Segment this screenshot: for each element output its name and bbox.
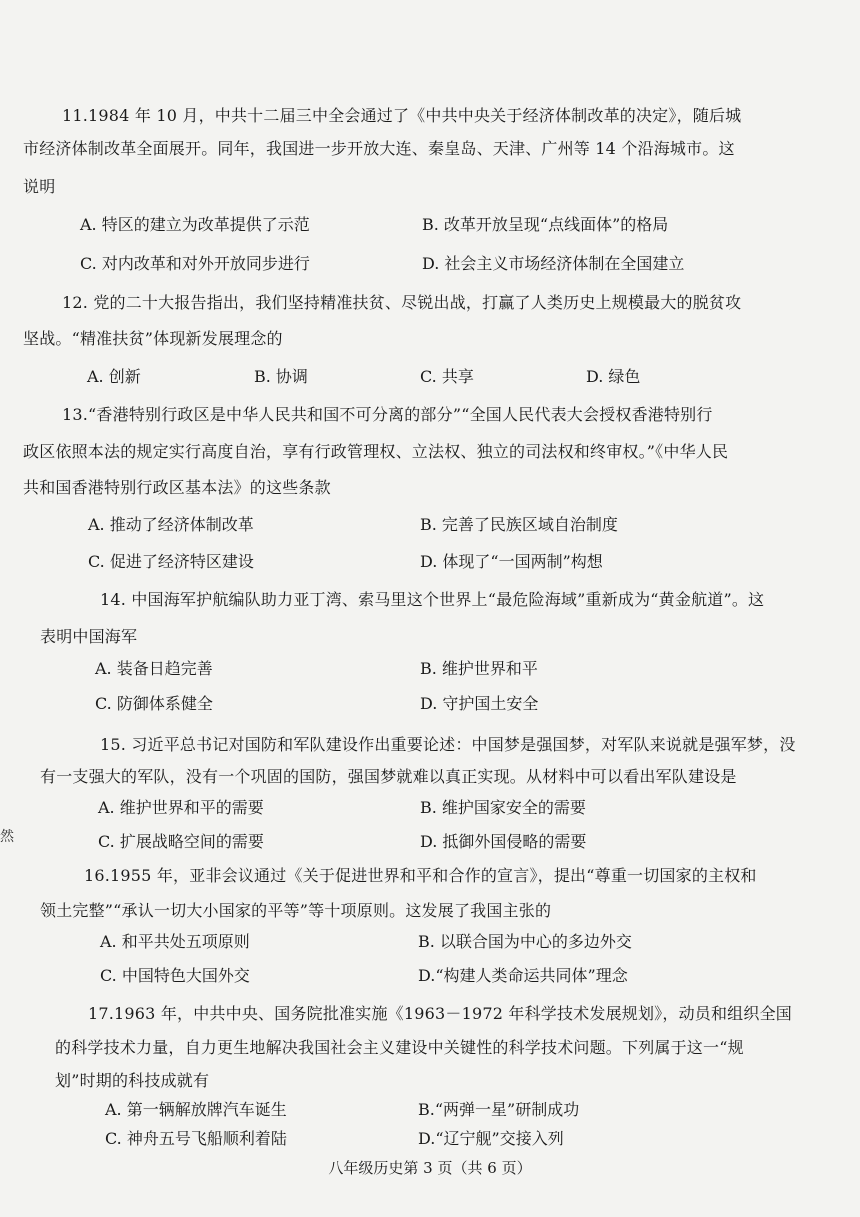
q16-option-c: C. 中国特色大国外交 — [100, 966, 250, 985]
q12-option-c: C. 共享 — [420, 367, 474, 386]
q11-line-1: 11.1984 年 10 月，中共十二届三中全会通过了《中共中央关于经济体制改革的决定》，随后城 — [62, 106, 742, 125]
margin-mark: 然 — [0, 829, 14, 845]
q17-option-b: B.“两弹一星”研制成功 — [418, 1100, 580, 1119]
q13-line-3: 共和国香港特别行政区基本法》的这些条款 — [23, 478, 331, 497]
q17-option-c: C. 神舟五号飞船顺利着陆 — [105, 1129, 287, 1148]
q13-line-1: 13.“香港特别行政区是中华人民共和国不可分离的部分”“全国人民代表大会授权香港特别行 — [62, 405, 713, 424]
q13-option-b: B. 完善了民族区域自治制度 — [420, 515, 618, 534]
page-footer: 八年级历史第 3 页（共 6 页） — [328, 1159, 532, 1177]
q12-option-a: A. 创新 — [87, 367, 141, 386]
q17-line-2: 的科学技术力量，自力更生地解决我国社会主义建设中关键性的科学技术问题。下列属于这一“规 — [55, 1038, 744, 1057]
q12-option-d: D. 绿色 — [586, 367, 641, 386]
q13-line-2: 政区依照本法的规定实行高度自治，享有行政管理权、立法权、独立的司法权和终审权。”《中华人民 — [23, 442, 729, 461]
q17-option-d: D.“辽宁舰”交接入列 — [418, 1129, 564, 1148]
q11-option-d: D. 社会主义市场经济体制在全国建立 — [422, 254, 685, 273]
q14-option-b: B. 维护世界和平 — [420, 659, 538, 678]
q14-line-1: 14. 中国海军护航编队助力亚丁湾、索马里这个世界上“最危险海域”重新成为“黄金航道”。这 — [100, 590, 765, 609]
q15-option-d: D. 抵御外国侵略的需要 — [420, 832, 587, 851]
q11-option-a: A. 特区的建立为改革提供了示范 — [80, 215, 310, 234]
q14-option-a: A. 装备日趋完善 — [95, 659, 213, 678]
q15-line-1: 15. 习近平总书记对国防和军队建设作出重要论述：中国梦是强国梦，对军队来说就是强军梦，没 — [100, 735, 796, 754]
q14-option-c: C. 防御体系健全 — [95, 694, 213, 713]
q12-line-2: 坚战。“精准扶贫”体现新发展理念的 — [23, 329, 283, 348]
q16-line-1: 16.1955 年，亚非会议通过《关于促进世界和平和合作的宣言》，提出“尊重一切国家的主权和 — [84, 866, 757, 885]
q13-option-c: C. 促进了经济特区建设 — [88, 552, 254, 571]
q11-option-b: B. 改革开放呈现“点线面体”的格局 — [422, 215, 669, 234]
q14-option-d: D. 守护国土安全 — [420, 694, 539, 713]
q16-line-2: 领土完整”“承认一切大小国家的平等”等十项原则。这发展了我国主张的 — [40, 901, 552, 920]
q15-option-b: B. 维护国家安全的需要 — [420, 798, 586, 817]
q12-option-b: B. 协调 — [254, 367, 308, 386]
q12-line-1: 12. 党的二十大报告指出，我们坚持精准扶贫、尽锐出战，打赢了人类历史上规模最大的脱贫攻 — [62, 293, 742, 312]
q15-option-c: C. 扩展战略空间的需要 — [98, 832, 264, 851]
q14-line-2: 表明中国海军 — [40, 627, 138, 646]
q16-option-b: B. 以联合国为中心的多边外交 — [418, 932, 632, 951]
q13-option-d: D. 体现了“一国两制”构想 — [420, 552, 603, 571]
q17-line-1: 17.1963 年，中共中央、国务院批准实施《1963－1972 年科学技术发展规划》，动员和组织全国 — [88, 1004, 792, 1023]
q16-option-d: D.“构建人类命运共同体”理念 — [418, 966, 628, 985]
q16-option-a: A. 和平共处五项原则 — [100, 932, 250, 951]
q13-option-a: A. 推动了经济体制改革 — [88, 515, 254, 534]
q15-line-2: 有一支强大的军队，没有一个巩固的国防，强国梦就难以真正实现。从材料中可以看出军队建设是 — [40, 767, 737, 786]
q17-option-a: A. 第一辆解放牌汽车诞生 — [105, 1100, 287, 1119]
q11-option-c: C. 对内改革和对外开放同步进行 — [80, 254, 310, 273]
q11-line-2: 市经济体制改革全面展开。同年，我国进一步开放大连、秦皇岛、天津、广州等 14 个沿海城市。这 — [23, 139, 735, 158]
q17-line-3: 划”时期的科技成就有 — [55, 1071, 210, 1090]
q11-line-3: 说明 — [23, 177, 56, 196]
q15-option-a: A. 维护世界和平的需要 — [98, 798, 264, 817]
